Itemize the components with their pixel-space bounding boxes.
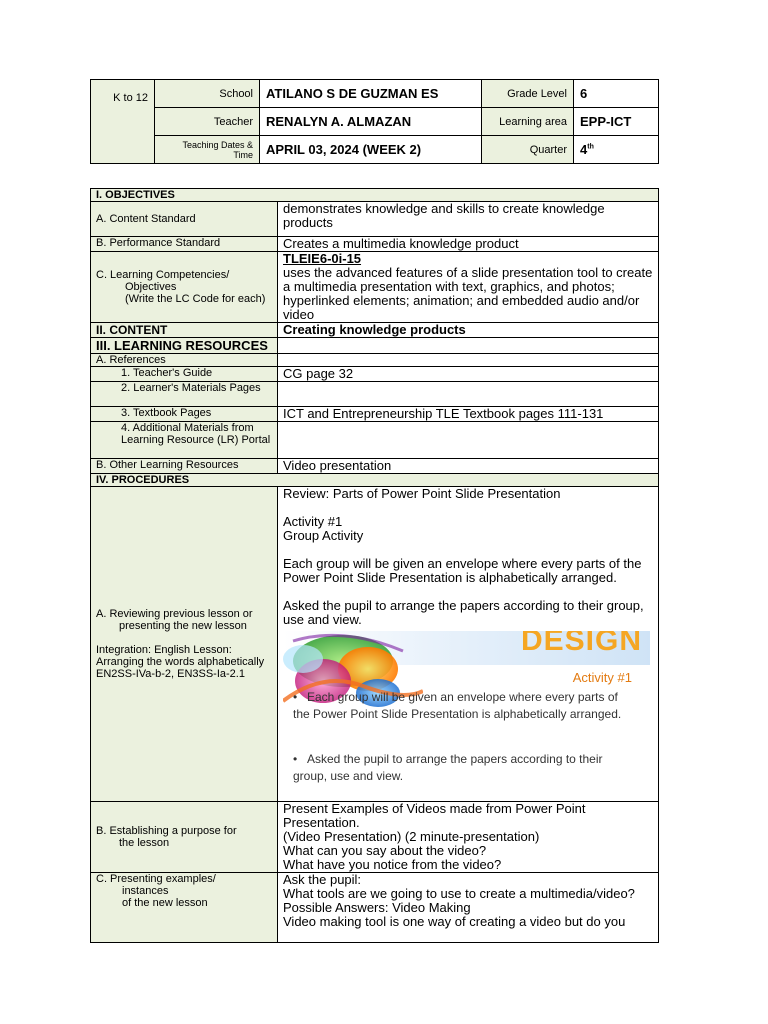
procedure-a-label bbox=[91, 487, 278, 802]
procedure-c-line1: Ask the pupil: bbox=[283, 872, 362, 887]
content-standard-value: demonstrates knowledge and skills to create knowledge products bbox=[278, 202, 659, 237]
competencies-label bbox=[91, 252, 278, 323]
slide-bullet-2-text: Asked the pupil to arrange the papers according to their group, use and view. bbox=[293, 752, 603, 783]
content-value: Creating knowledge products bbox=[278, 323, 659, 338]
textbook-pages-value: ICT and Entrepreneurship TLE Textbook pages 111-131 bbox=[278, 407, 659, 422]
procedure-b-content bbox=[278, 802, 659, 873]
procedures-heading: IV. PROCEDURES bbox=[91, 474, 659, 487]
quarter-number: 4 bbox=[580, 142, 588, 157]
procedure-b-line1: Present Examples of Videos made from Power Point Presentation. bbox=[283, 801, 586, 830]
group-activity: Group Activity bbox=[283, 528, 364, 543]
competencies-label-line2: Objectives bbox=[125, 281, 177, 293]
procedure-a-label-line2: presenting the new lesson bbox=[119, 620, 247, 632]
bullet-icon: • bbox=[293, 752, 298, 766]
arrange-instruction: Asked the pupil to arrange the papers according to their group, use and view. bbox=[283, 598, 644, 627]
procedure-c-label-line2: instances bbox=[122, 885, 169, 897]
content-standard-label: A. Content Standard bbox=[91, 202, 278, 237]
learning-area-value: EPP-ICT bbox=[574, 108, 659, 136]
slide-design-title: DESIGN bbox=[520, 631, 642, 657]
grade-level-value: 6 bbox=[574, 80, 659, 108]
bullet-icon: • bbox=[293, 690, 298, 704]
performance-standard-label: B. Performance Standard bbox=[91, 237, 278, 252]
references-empty bbox=[278, 354, 659, 367]
procedure-b-label-line1: B. Establishing a purpose for bbox=[96, 825, 237, 837]
references-label: A. References bbox=[91, 354, 278, 367]
quarter-value bbox=[574, 136, 659, 164]
grade-level-label: Grade Level bbox=[482, 80, 574, 108]
procedure-c-line2: What tools are we going to use to create a multimedia/video? bbox=[283, 886, 635, 901]
integration-line1: Integration: English Lesson: bbox=[96, 644, 232, 656]
procedure-b-label bbox=[91, 802, 278, 873]
procedure-c-label bbox=[91, 873, 278, 943]
objectives-heading: I. OBJECTIVES bbox=[91, 189, 659, 202]
integration-line3: EN2SS-IVa-b-2, EN3SS-Ia-2.1 bbox=[96, 668, 245, 680]
activity-title: Activity #1 bbox=[283, 514, 343, 529]
procedure-c-content bbox=[278, 873, 659, 943]
procedure-c-label-line3: of the new lesson bbox=[122, 897, 208, 909]
header-table bbox=[90, 79, 659, 164]
competencies-value bbox=[278, 252, 659, 323]
abstract-art-graphic bbox=[283, 631, 423, 741]
procedure-b-line3: What can you say about the video? bbox=[283, 843, 487, 858]
lc-code: TLEIE6-0i-15 bbox=[283, 251, 362, 266]
textbook-pages-label: 3. Textbook Pages bbox=[91, 407, 278, 422]
teachers-guide-label: 1. Teacher's Guide bbox=[91, 367, 278, 382]
lesson-table bbox=[90, 188, 659, 943]
learning-resources-empty bbox=[278, 338, 659, 354]
procedure-a-content bbox=[278, 487, 659, 802]
other-resources-label: B. Other Learning Resources bbox=[91, 459, 278, 474]
procedure-a-label-line1: A. Reviewing previous lesson or bbox=[96, 608, 253, 620]
k-to-12-label: K to 12 bbox=[91, 80, 155, 164]
procedure-c-label-line1: C. Presenting examples/ bbox=[96, 873, 216, 885]
review-text: Review: Parts of Power Point Slide Presentation bbox=[283, 486, 561, 501]
teachers-guide-value: CG page 32 bbox=[278, 367, 659, 382]
slide-activity-label: Activity #1 bbox=[572, 670, 632, 685]
teaching-dates-label: Teaching Dates & Time bbox=[155, 136, 260, 164]
procedure-b-label-line2: the lesson bbox=[119, 837, 170, 849]
activity-slide-image bbox=[283, 631, 650, 789]
slide-bullet-2 bbox=[293, 751, 633, 785]
teacher-label: Teacher bbox=[155, 108, 260, 136]
procedure-b-line4: What have you notice from the video? bbox=[283, 857, 502, 872]
quarter-suffix: th bbox=[587, 143, 594, 151]
integration-line2: Arranging the words alphabetically bbox=[96, 656, 265, 668]
additional-materials-label: 4. Additional Materials from Learning Resource (LR) Portal bbox=[91, 422, 278, 459]
teacher-value: RENALYN A. ALMAZAN bbox=[260, 108, 482, 136]
learning-resources-heading: III. LEARNING RESOURCES bbox=[91, 338, 278, 354]
procedure-c-line3: Possible Answers: Video Making bbox=[283, 900, 471, 915]
other-resources-value: Video presentation bbox=[278, 459, 659, 474]
learning-area-label: Learning area bbox=[482, 108, 574, 136]
content-heading: II. CONTENT bbox=[91, 323, 278, 338]
school-label: School bbox=[155, 80, 260, 108]
slide-bullet-1 bbox=[293, 689, 633, 723]
teaching-dates-value: APRIL 03, 2024 (WEEK 2) bbox=[260, 136, 482, 164]
additional-materials-empty bbox=[278, 422, 659, 459]
learners-materials-label: 2. Learner's Materials Pages bbox=[91, 382, 278, 407]
envelope-instruction: Each group will be given an envelope where every parts of the Power Point Slide Presentation is alphabetically arranged. bbox=[283, 556, 642, 585]
competencies-label-line3: (Write the LC Code for each) bbox=[125, 293, 266, 305]
quarter-label: Quarter bbox=[482, 136, 574, 164]
procedure-c-line4: Video making tool is one way of creating a video but do you bbox=[283, 914, 626, 929]
competencies-label-line1: C. Learning Competencies/ bbox=[96, 269, 230, 281]
performance-standard-value: Creates a multimedia knowledge product bbox=[278, 237, 659, 252]
learners-materials-empty bbox=[278, 382, 659, 407]
slide-bullet-1-text: Each group will be given an envelope where every parts of the Power Point Slide Presentation is alphabetically arranged. bbox=[293, 690, 622, 721]
school-value: ATILANO S DE GUZMAN ES bbox=[260, 80, 482, 108]
competencies-text: uses the advanced features of a slide presentation tool to create a multimedia presentation with text, graphics, and photos; hyperlinked elements; animation; and embedded audio and/or video bbox=[283, 265, 653, 322]
procedure-b-line2: (Video Presentation) (2 minute-presentation) bbox=[283, 829, 540, 844]
